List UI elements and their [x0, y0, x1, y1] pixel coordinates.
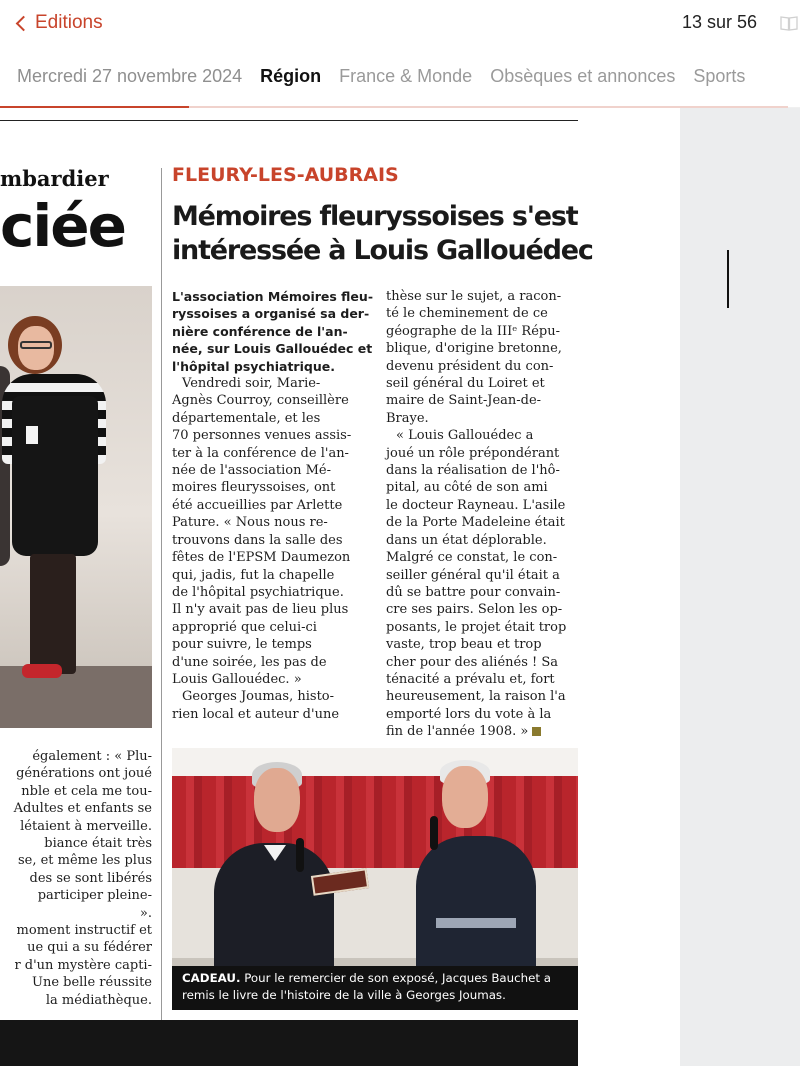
back-button[interactable] — [14, 10, 103, 36]
text-line: l'hôpital psychiatrique. — [172, 358, 335, 374]
photo-caption — [172, 966, 578, 1010]
left-article-text — [0, 748, 152, 1009]
text-line: fêtes de l'EPSM Daumezon — [172, 550, 351, 566]
caption-line-1: Pour le remercier de son exposé, Jacques Bauchet a — [240, 971, 551, 985]
column-divider — [161, 168, 162, 1066]
text-line: nble et cela me tou- — [21, 783, 152, 799]
caption-line-2: remis le livre de l'histoire de la ville à Georges Joumas. — [182, 988, 506, 1002]
top-rule — [0, 120, 578, 121]
next-article-banner — [0, 1020, 578, 1066]
book-icon[interactable] — [780, 14, 798, 32]
left-headline-large-fragment: ciée — [0, 192, 125, 260]
text-line: ryssoises a organisé sa der- — [172, 306, 370, 322]
article-column-1 — [172, 288, 374, 723]
text-line: départementale, et les — [172, 410, 321, 426]
text-line: dans la réalisation de l'hô- — [386, 463, 560, 479]
text-line: se, et même les plus — [17, 853, 152, 869]
text-line: approprié que celui-ci — [172, 619, 317, 635]
text-line: d'une soirée, les pas de — [172, 654, 327, 670]
text-line: Pature. « Nous nous re- — [172, 515, 328, 531]
text-line: Malgré ce constat, le con- — [386, 550, 558, 566]
tab-obseques-annonces[interactable]: Obsèques et annonces — [490, 66, 676, 86]
section-tabs — [0, 52, 800, 108]
text-line: de la Porte Madeleine était — [386, 515, 565, 531]
text-line: Louis Gallouédec. » — [172, 671, 302, 687]
text-line: vaste, trop beau et trop — [386, 637, 542, 653]
newspaper-page[interactable] — [0, 108, 680, 1066]
text-line: heureusement, la raison l'a — [386, 689, 566, 705]
page-margin — [680, 108, 800, 1066]
text-line: dans un état déplorable. — [386, 532, 547, 548]
text-line: pital, au côté de son ami — [386, 480, 548, 496]
text-line: moment instructif et — [16, 923, 152, 939]
text-line: ». — [139, 905, 152, 921]
text-line: Une belle réussite — [31, 975, 152, 991]
text-line: cre ses pairs. Selon les op- — [386, 602, 563, 618]
article-headline — [172, 200, 593, 268]
text-line: fin de l'année 1908. » — [386, 723, 582, 740]
text-line: qui, jadis, fut la chapelle — [172, 567, 335, 583]
text-line: thèse sur le sujet, a racon- — [386, 289, 562, 304]
text-line: géographe de la IIIᵉ Répu- — [386, 323, 560, 339]
text-line: seiller général qu'il était a — [386, 567, 560, 583]
text-line: de l'hôpital psychiatrique. — [172, 584, 344, 600]
text-line: née de l'association Mé- — [172, 463, 331, 479]
article-photo — [172, 748, 578, 1010]
text-line: Georges Joumas, histo- — [182, 689, 335, 705]
text-line: ténacité a prévalu et, fort — [386, 671, 555, 687]
left-headline-fragment: mbardier — [0, 166, 109, 191]
text-line: la médiathèque. — [45, 992, 152, 1008]
text-line: devenu président du con- — [386, 358, 554, 374]
tab-date[interactable]: Mercredi 27 novembre 2024 — [17, 66, 243, 86]
text-line: ter à la conférence de l'an- — [172, 445, 349, 461]
text-line: des se sont libérés — [29, 870, 152, 886]
end-of-article-mark — [532, 727, 541, 736]
text-line: moires fleuryssoises, ont — [172, 480, 336, 496]
chevron-left-icon — [16, 15, 32, 31]
text-line: L'association Mémoires fleu- — [172, 289, 374, 304]
text-line: Vendredi soir, Marie- — [182, 376, 321, 392]
text-line: posants, le projet était trop — [386, 619, 567, 635]
text-line: pour suivre, le temps — [172, 637, 312, 653]
headline-line: intéressée à Louis Gallouédec — [172, 235, 593, 266]
text-line: rien local et auteur d'une — [172, 706, 340, 722]
text-line: Agnès Courroy, conseillère — [172, 393, 349, 409]
text-line: Braye. — [386, 410, 429, 426]
text-line: Il n'y avait pas de lieu plus — [172, 602, 349, 618]
tab-sports[interactable]: Sports — [693, 66, 746, 86]
text-line: le docteur Rayneau. L'asile — [386, 497, 566, 513]
text-line: blique, d'origine bretonne, — [386, 341, 562, 357]
back-label: Editions — [35, 12, 103, 33]
article-kicker: FLEURY-LES-AUBRAIS — [172, 164, 399, 186]
scroll-indicator[interactable] — [727, 250, 729, 308]
text-line: ue qui a su fédérer — [27, 940, 152, 956]
text-line: 70 personnes venues assis- — [172, 428, 352, 444]
text-line: maire de Saint-Jean-de- — [386, 393, 542, 409]
text-line: létaient à merveille. — [20, 818, 152, 834]
text-line: générations ont joué — [16, 766, 152, 782]
text-line: dû se battre pour convain- — [386, 584, 561, 600]
text-line: été accueillies par Arlette — [172, 497, 343, 513]
text-line: r d'un mystère capti- — [14, 957, 152, 973]
text-line: cher pour des aliénés ! Sa — [386, 654, 559, 670]
tab-region[interactable]: Région — [260, 66, 322, 86]
page-counter: 13 sur 56 — [681, 12, 757, 32]
text-line: seil général du Loiret et — [386, 376, 545, 392]
text-line: également : « Plu- — [32, 749, 152, 764]
tab-france-monde[interactable]: France & Monde — [339, 66, 473, 86]
caption-lead: CADEAU. — [182, 971, 241, 985]
headline-line: Mémoires fleuryssoises s'est — [172, 201, 578, 232]
text-line: nière conférence de l'an- — [172, 323, 348, 339]
text-line: Adultes et enfants se — [13, 801, 152, 817]
text-line: emporté lors du vote à la — [386, 706, 552, 722]
text-line: té le cheminement de ce — [386, 306, 548, 322]
top-bar — [0, 0, 800, 48]
text-line: « Louis Gallouédec a — [396, 428, 534, 444]
text-line: née, sur Louis Gallouédec et — [172, 341, 373, 357]
text-line: participer pleine- — [37, 888, 152, 904]
text-line: biance était très — [44, 836, 152, 852]
text-line: trouvons dans la salle des — [172, 532, 343, 548]
article-column-2 — [386, 288, 582, 741]
left-article-photo — [0, 286, 152, 728]
text-line: joué un rôle prépondérant — [386, 445, 560, 461]
